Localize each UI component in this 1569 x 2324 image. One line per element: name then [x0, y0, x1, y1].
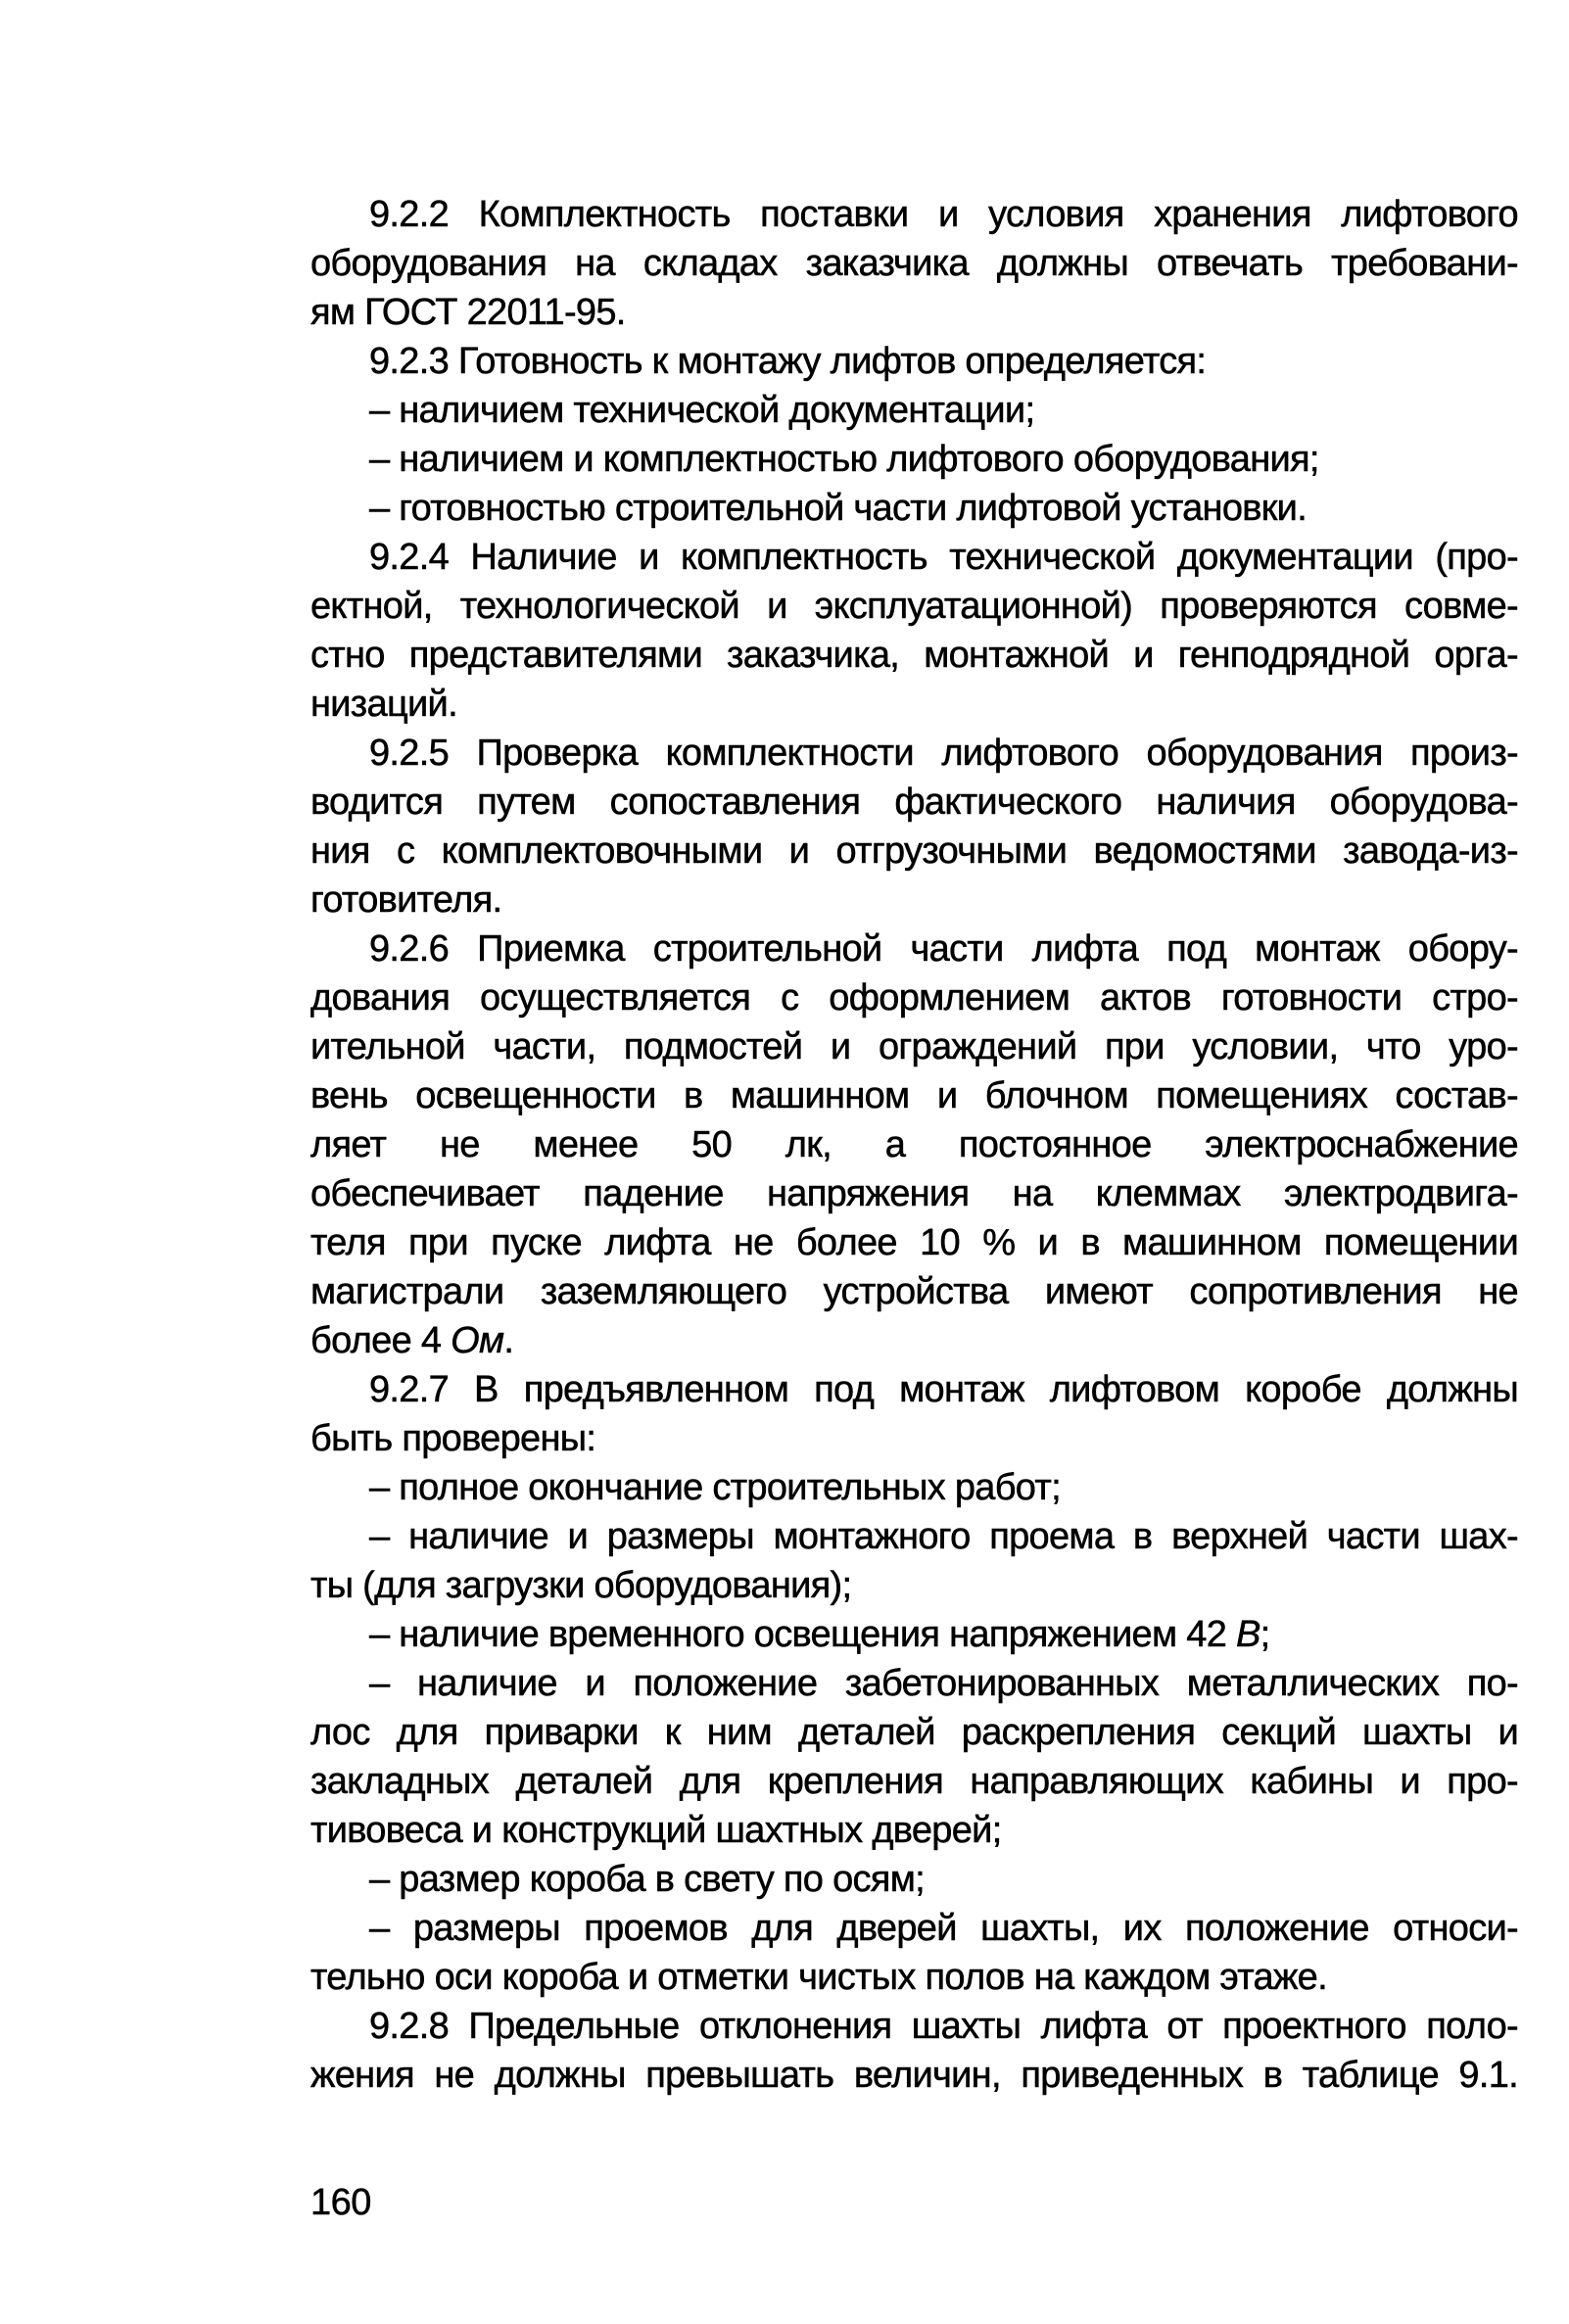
text-line — [310, 1953, 1518, 2002]
text-segment: ительной части, подмостей и ограждений при условии, что уро- — [310, 1026, 1518, 1067]
text-line — [310, 1757, 1518, 1806]
page-number: 160 — [310, 2182, 371, 2223]
text-segment: готовителя. — [310, 879, 502, 921]
text-line — [310, 1806, 1518, 1855]
text-segment: 9.2.5 Проверка комплектности лифтового оборудования произ- — [369, 733, 1518, 774]
text-line — [310, 1022, 1518, 1071]
text-segment: магистрали заземляющего устройства имеют сопротивления не — [310, 1271, 1518, 1312]
unit-italic-text: В — [1236, 1614, 1260, 1655]
text-line — [310, 1463, 1518, 1512]
text-line — [310, 337, 1518, 386]
text-line — [310, 582, 1518, 631]
text-line — [310, 729, 1518, 778]
text-line — [310, 925, 1518, 973]
text-line — [310, 533, 1518, 582]
text-segment: 9.2.8 Предельные отклонения шахты лифта от проектного поло- — [369, 2006, 1518, 2047]
text-segment: 9.2.2 Комплектность поставки и условия хранения лифтового — [369, 194, 1518, 235]
text-segment: – наличие и размеры монтажного проема в верхней части шах- — [369, 1516, 1518, 1557]
text-segment: 9.2.7 В предъявленном под монтаж лифтовом коробе должны — [369, 1369, 1518, 1410]
text-segment: ; — [1260, 1614, 1270, 1655]
text-segment: дования осуществляется с оформлением актов готовности стро- — [310, 977, 1518, 1019]
text-line — [310, 1071, 1518, 1120]
text-segment: – размеры проемов для дверей шахты, их положение относи- — [369, 1908, 1518, 1949]
text-line — [310, 778, 1518, 827]
text-line — [310, 386, 1518, 435]
text-line — [310, 1316, 1518, 1365]
text-line — [310, 1169, 1518, 1218]
text-line — [310, 631, 1518, 680]
text-segment: – наличием и комплектностью лифтового оборудования; — [369, 439, 1319, 480]
text-segment: вень освещенности в машинном и блочном помещениях состав- — [310, 1075, 1518, 1116]
text-segment: 9.2.6 Приемка строительной части лифта под монтаж обору- — [369, 928, 1518, 970]
text-segment: жения не должны превышать величин, приведенных в таблице 9.1. — [310, 2055, 1518, 2096]
body-text — [310, 190, 1518, 2100]
text-segment: ям ГОСТ 22011-95. — [310, 292, 626, 333]
text-line — [310, 2051, 1518, 2100]
text-line — [310, 1512, 1518, 1561]
text-segment: – размер короба в свету по осям; — [369, 1859, 925, 1900]
text-line — [310, 1561, 1518, 1610]
text-segment: – полное окончание строительных работ; — [369, 1467, 1061, 1508]
text-segment: более 4 — [310, 1320, 452, 1361]
unit-italic-text: Ом — [451, 1320, 504, 1361]
text-line — [310, 239, 1518, 288]
text-line — [310, 1855, 1518, 1904]
text-segment: – наличие и положение забетонированных металлических по- — [369, 1663, 1518, 1704]
text-line — [310, 876, 1518, 925]
text-segment: 9.2.4 Наличие и комплектность технической документации (про- — [369, 537, 1518, 578]
text-line — [310, 1610, 1518, 1659]
text-segment: водится путем сопоставления фактического наличия оборудова- — [310, 782, 1518, 823]
text-segment: . — [503, 1320, 514, 1361]
text-line — [310, 973, 1518, 1022]
text-line — [310, 288, 1518, 337]
text-line — [310, 2002, 1518, 2051]
text-segment: ния с комплектовочными и отгрузочными ведомостями завода-из- — [310, 830, 1518, 872]
text-segment: лос для приварки к ним деталей раскрепления секций шахты и — [310, 1712, 1518, 1753]
text-segment: быть проверены: — [310, 1418, 596, 1459]
text-line — [310, 190, 1518, 239]
text-segment: ляет не менее 50 лк, а постоянное электроснабжение — [310, 1124, 1518, 1165]
text-segment: – наличием технической документации; — [369, 390, 1035, 431]
text-segment: тельно оси короба и отметки чистых полов на каждом этаже. — [310, 1957, 1327, 1998]
text-line — [310, 1267, 1518, 1316]
text-line — [310, 1414, 1518, 1463]
text-segment: – наличие временного освещения напряжением 42 — [369, 1614, 1236, 1655]
text-segment: теля при пуске лифта не более 10 % и в машинном помещении — [310, 1222, 1518, 1263]
text-segment: ектной, технологической и эксплуатационной) проверяются совме- — [310, 586, 1518, 627]
text-segment: тивовеса и конструкций шахтных дверей; — [310, 1810, 1002, 1851]
text-line — [310, 1365, 1518, 1414]
text-line — [310, 1120, 1518, 1169]
text-segment: – готовностью строительной части лифтовой установки. — [369, 488, 1308, 529]
text-line — [310, 680, 1518, 729]
text-segment: стно представителями заказчика, монтажной и генподрядной орга- — [310, 635, 1518, 676]
text-line — [310, 1904, 1518, 1953]
text-segment: низаций. — [310, 684, 457, 725]
text-line — [310, 1659, 1518, 1708]
text-line — [310, 1708, 1518, 1757]
text-line — [310, 827, 1518, 876]
text-segment: обеспечивает падение напряжения на клеммах электродвига- — [310, 1173, 1518, 1214]
text-line — [310, 1218, 1518, 1267]
text-segment: 9.2.3 Готовность к монтажу лифтов определяется: — [369, 341, 1207, 382]
text-line — [310, 435, 1518, 484]
text-segment: ты (для загрузки оборудования); — [310, 1565, 852, 1606]
text-segment: оборудования на складах заказчика должны отвечать требовани- — [310, 243, 1518, 284]
text-segment: закладных деталей для крепления направляющих кабины и про- — [310, 1761, 1518, 1802]
text-line — [310, 484, 1518, 533]
